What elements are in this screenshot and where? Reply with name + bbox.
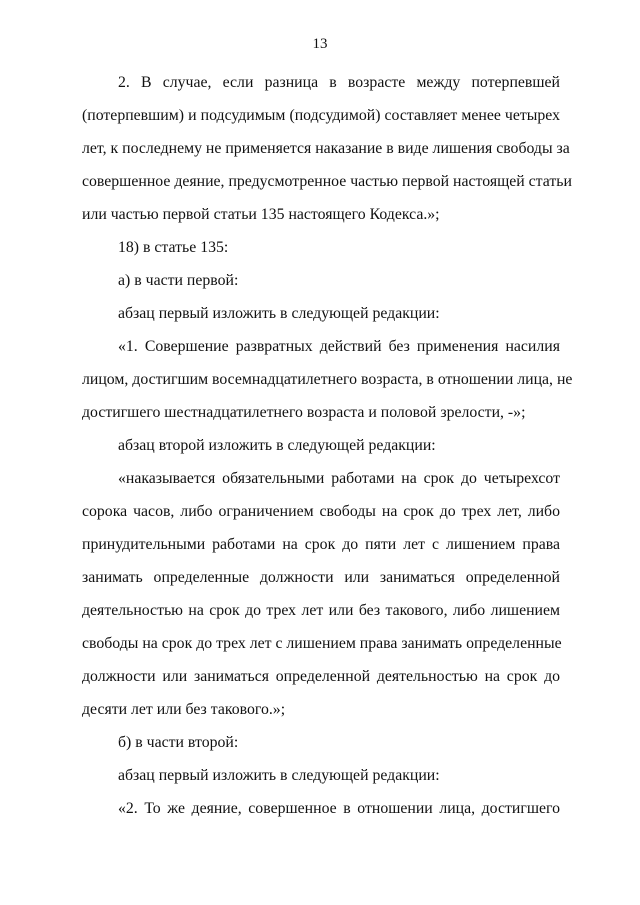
text-line: б) в части второй: bbox=[118, 734, 239, 751]
text-line: деятельностью на срок до трех лет или без такового, либо лишением bbox=[82, 602, 560, 619]
document-body bbox=[82, 66, 573, 825]
text-line: абзац первый изложить в следующей редакции: bbox=[118, 305, 440, 322]
text-line: десяти лет или без такового.»; bbox=[82, 701, 286, 718]
page-number: 13 bbox=[312, 36, 328, 52]
text-line: абзац второй изложить в следующей редакции: bbox=[118, 437, 436, 454]
text-line: или частью первой статьи 135 настоящего Кодекса.»; bbox=[82, 206, 440, 223]
paragraph bbox=[82, 429, 560, 462]
paragraph bbox=[82, 330, 573, 429]
text-line: лицом, достигшим восемнадцатилетнего возраста, в отношении лица, не bbox=[82, 371, 573, 388]
paragraph bbox=[82, 264, 560, 297]
text-line: абзац первый изложить в следующей редакции: bbox=[118, 767, 440, 784]
text-line: занимать определенные должности или заниматься определенной bbox=[82, 569, 560, 586]
text-line: 2. В случае, если разница в возрасте между потерпевшей bbox=[118, 74, 560, 91]
paragraph bbox=[82, 759, 560, 792]
text-line: «наказывается обязательными работами на срок до четырехсот bbox=[118, 470, 560, 487]
paragraph bbox=[82, 231, 560, 264]
text-line: «2. То же деяние, совершенное в отношении лица, достигшего bbox=[118, 800, 560, 817]
paragraph bbox=[82, 792, 560, 825]
text-line: (потерпевшим) и подсудимым (подсудимой) составляет менее четырех bbox=[82, 107, 560, 124]
paragraph bbox=[82, 297, 560, 330]
text-line: принудительными работами на срок до пяти лет с лишением права bbox=[82, 536, 560, 553]
text-line: лет, к последнему не применяется наказание в виде лишения свободы за bbox=[82, 140, 570, 157]
text-line: «1. Совершение развратных действий без применения насилия bbox=[118, 338, 560, 355]
text-line: свободы на срок до трех лет с лишением права занимать определенные bbox=[82, 635, 562, 652]
text-line: 18) в статье 135: bbox=[118, 239, 229, 256]
paragraph bbox=[82, 66, 572, 231]
paragraph bbox=[82, 726, 560, 759]
paragraph bbox=[82, 462, 560, 726]
text-line: сорока часов, либо ограничением свободы на срок до трех лет, либо bbox=[82, 503, 560, 520]
text-line: должности или заниматься определенной деятельностью на срок до bbox=[82, 668, 560, 685]
text-line: достигшего шестнадцатилетнего возраста и половой зрелости, -»; bbox=[82, 404, 526, 421]
text-line: совершенное деяние, предусмотренное частью первой настоящей статьи bbox=[82, 173, 572, 190]
text-line: а) в части первой: bbox=[118, 272, 239, 289]
